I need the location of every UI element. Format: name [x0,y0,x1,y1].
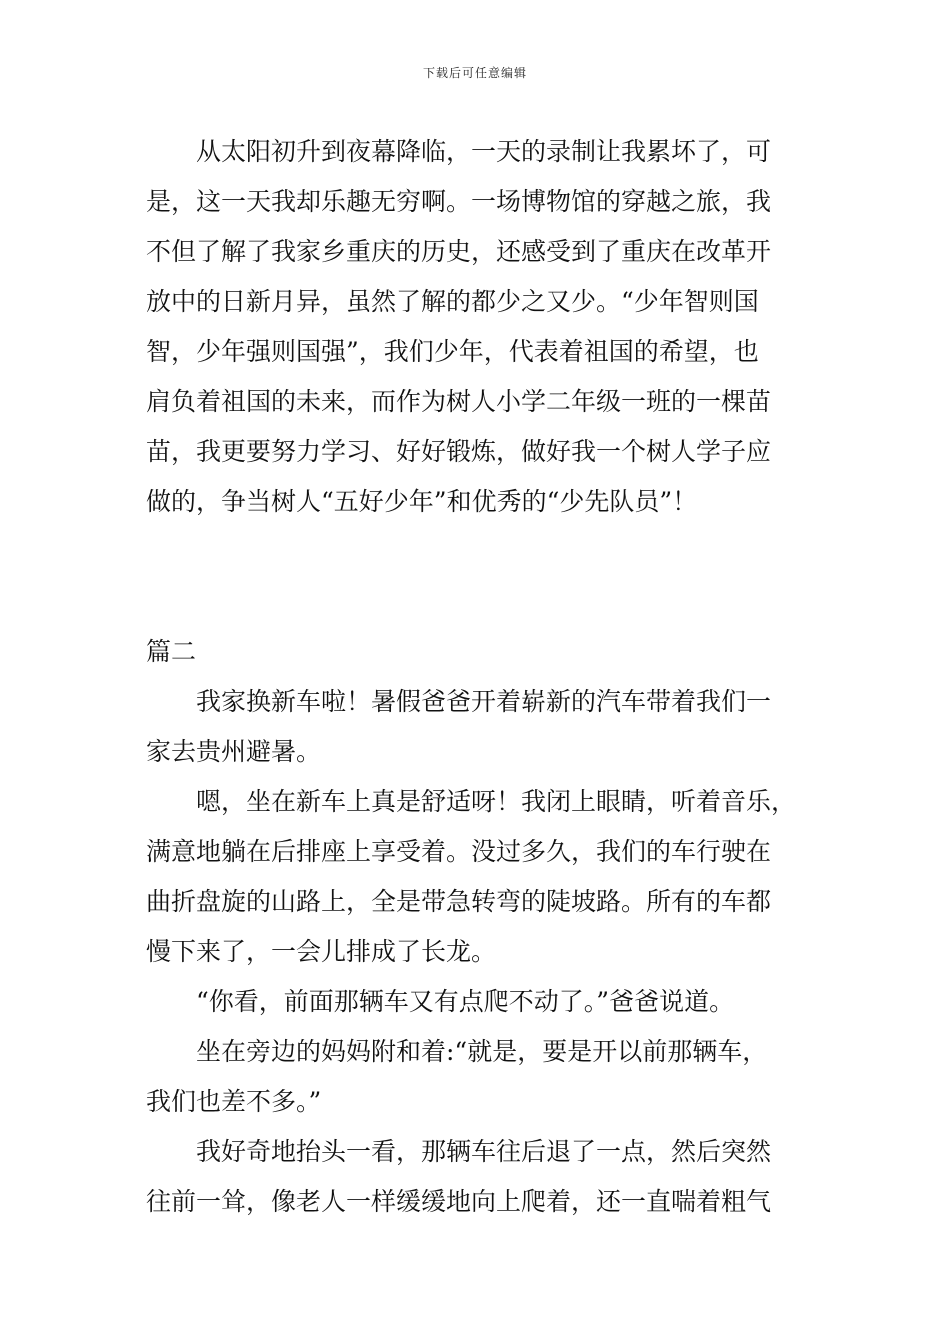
paragraph-line: 放中的日新月异，虽然了解的都少之又少。“少年智则国 [146,287,759,316]
section-spacer [146,527,826,627]
paragraph-line: 我家换新车啦！暑假爸爸开着崭新的汽车带着我们一 [196,687,772,716]
page-header: 下载后可任意编辑 [422,66,527,80]
paragraph-line: 满意地躺在后排座上享受着。没过多久，我们的车行驶在 [146,837,772,866]
paragraph-line: 嗯，坐在新车上真是舒适呀！我闭上眼睛，听着音乐， [196,787,797,816]
essay-part-one [146,127,826,527]
paragraph-line: 坐在旁边的妈妈附和着:“就是，要是开以前那辆车， [196,1037,768,1066]
paragraph-line: 智，少年强则国强”，我们少年，代表着祖国的希望，也 [146,337,759,366]
paragraph-line: 曲折盘旋的山路上，全是带急转弯的陡坡路。所有的车都 [146,887,772,916]
paragraph-line: 慢下来了，一会儿排成了长龙。 [146,937,497,966]
paragraph-line: 做的，争当树人“五好少年”和优秀的“少先队员”！ [146,487,698,516]
paragraph-line: 从太阳初升到夜幕降临，一天的录制让我累坏了，可 [196,137,772,166]
paragraph-line: 不但了解了我家乡重庆的历史，还感受到了重庆在改革开 [146,237,772,266]
paragraph-line: 我们也差不多。” [146,1087,322,1116]
document-body [146,127,826,1227]
paragraph-line: 是，这一天我却乐趣无穷啊。一场博物馆的穿越之旅，我 [146,187,772,216]
paragraph-line: 家去贵州避暑。 [146,737,322,766]
paragraph-line: 苗，我更要努力学习、好好锻炼，做好我一个树人学子应 [146,437,772,466]
paragraph-line: 肩负着祖国的未来，而作为树人小学二年级一班的一棵苗 [146,387,772,416]
section-heading: 篇二 [146,637,197,666]
paragraph-line: 往前一耸，像老人一样缓缓地向上爬着，还一直喘着粗气 [146,1187,772,1216]
paragraph-line: 我好奇地抬头一看，那辆车往后退了一点，然后突然 [196,1137,772,1166]
paragraph-line: “你看，前面那辆车又有点爬不动了。”爸爸说道。 [196,987,735,1016]
essay-part-two [146,627,826,1227]
